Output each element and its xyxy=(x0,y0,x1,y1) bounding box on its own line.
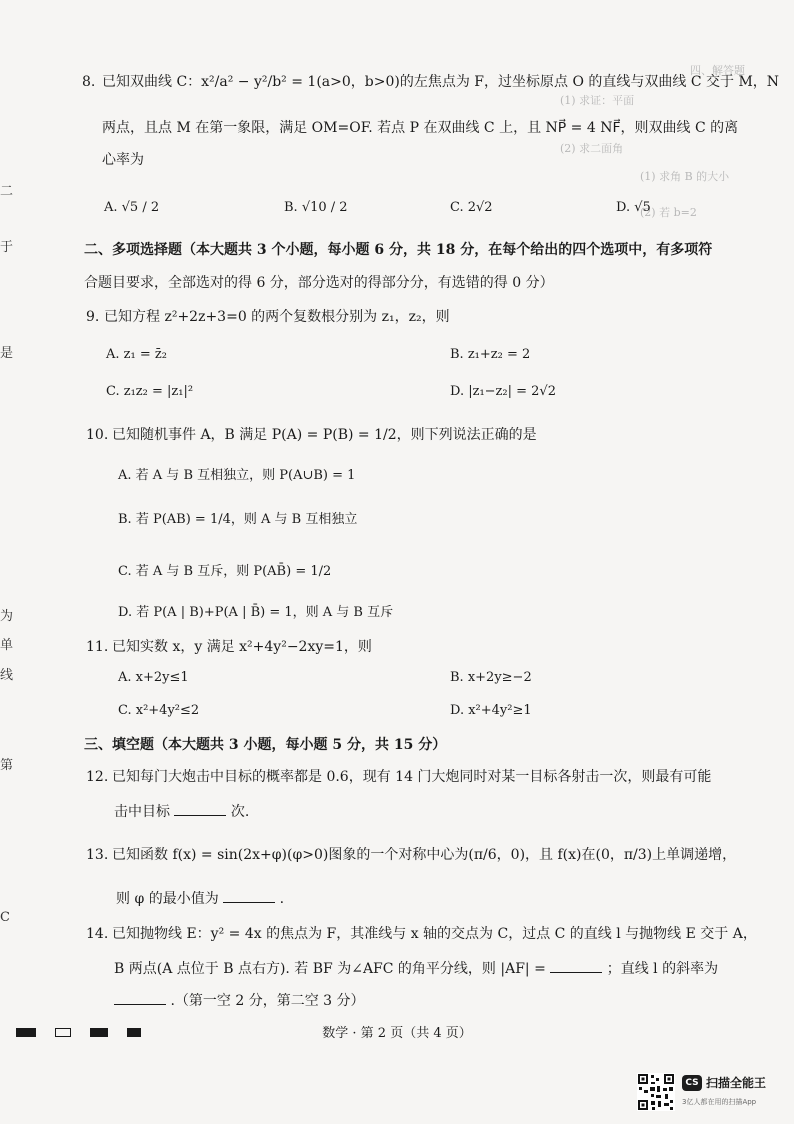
q8-number: 8. xyxy=(82,74,96,90)
q11-option-a: A. x+2y≤1 xyxy=(118,670,189,685)
margin-fragment: C xyxy=(0,910,10,925)
q14-line3-after: .（第一空 2 分，第二空 3 分） xyxy=(170,993,365,1009)
q9-option-d: D. |z₁−z₂| = 2√2 xyxy=(450,384,556,399)
ghost-text: (2) 若 b=2 xyxy=(640,206,697,219)
q14-line2 xyxy=(114,958,718,979)
ghost-text: (2) 求二面角 xyxy=(560,142,624,155)
q8-line1: 已知双曲线 C：x²/a² − y²/b² = 1(a>0，b>0)的左焦点为 F，过坐标原点 O 的直线与双曲线 C 交于 M，N xyxy=(102,74,780,90)
margin-fragment: 二 xyxy=(0,184,14,199)
q13-line2-before: 则 φ 的最小值为 xyxy=(116,891,219,907)
ghost-text: (1) 求角 B 的大小 xyxy=(640,170,730,183)
margin-fragment: 为 xyxy=(0,609,14,624)
q14-line2-before: B 两点(A 点位于 B 点右方). 若 BF 为∠AFC 的角平分线，则 |AF| = xyxy=(114,961,546,977)
q12-line2-before: 击中目标 xyxy=(114,804,170,820)
q8-option-b: B. √10 / 2 xyxy=(284,200,348,215)
q8-line3: 心率为 xyxy=(102,152,144,168)
ghost-text: 四、解答题 xyxy=(690,64,745,77)
q14-answer-blank-1 xyxy=(550,958,602,973)
q8-line2: 两点，且点 M 在第一象限，满足 OM=OF. 若点 P 在双曲线 C 上，且 NP⃗ = 4 NF⃗，则双曲线 C 的离 xyxy=(102,120,739,136)
q11-number: 11. xyxy=(86,639,109,655)
q13-line1: 已知函数 f(x) = sin(2x+φ)(φ>0)图象的一个对称中心为(π/6，0)，且 f(x)在(0，π/3)上单调递增， xyxy=(112,847,737,863)
q9-option-a: A. z₁ = z̄₂ xyxy=(106,347,167,362)
q10-option-b: B. 若 P(AB) = 1/4，则 A 与 B 互相独立 xyxy=(118,512,358,527)
q11-stem: 已知实数 x，y 满足 x²+4y²−2xy=1，则 xyxy=(112,639,372,655)
margin-fragment: 于 xyxy=(0,240,14,255)
q10-option-c: C. 若 A 与 B 互斥，则 P(AB̄) = 1/2 xyxy=(118,564,332,579)
q14-line2-after: ；直线 l 的斜率为 xyxy=(606,961,719,977)
q13-number: 13. xyxy=(86,847,109,863)
q10-option-a: A. 若 A 与 B 互相独立，则 P(A∪B) = 1 xyxy=(118,468,356,483)
q11-option-c: C. x²+4y²≤2 xyxy=(118,703,200,718)
q10-stem: 已知随机事件 A，B 满足 P(A) = P(B) = 1/2，则下列说法正确的是 xyxy=(112,427,537,443)
q12-number: 12. xyxy=(86,769,109,785)
scanner-tagline: 3亿人都在用的扫描App xyxy=(682,1098,757,1106)
section2-title-line2: 合题目要求，全部选对的得 6 分，部分选对的得部分分，有选错的得 0 分） xyxy=(84,275,554,291)
q14-line1: 已知抛物线 E：y² = 4x 的焦点为 F，其准线与 x 轴的交点为 C，过点 C 的直线 l 与抛物线 E 交于 A， xyxy=(112,926,757,942)
q10-option-d: D. 若 P(A | B)+P(A | B̄) = 1，则 A 与 B 互斥 xyxy=(118,605,394,620)
section2-title-line1: 二、多项选择题（本大题共 3 个小题，每小题 6 分，共 18 分，在每个给出的四个选项中，有多项符 xyxy=(84,242,713,258)
q12-line2 xyxy=(114,801,249,822)
q9-stem: 已知方程 z²+2z+3=0 的两个复数根分别为 z₁，z₂，则 xyxy=(104,309,450,325)
q14-number: 14. xyxy=(86,926,109,942)
margin-fragment: 线 xyxy=(0,668,14,683)
scanner-logo-icon: CS xyxy=(682,1075,702,1091)
scanner-app-name: 扫描全能王 xyxy=(706,1076,767,1090)
q13-answer-blank xyxy=(223,888,275,903)
q9-option-c: C. z₁z₂ = |z₁|² xyxy=(106,384,194,399)
section3-title: 三、填空题（本大题共 3 小题，每小题 5 分，共 15 分） xyxy=(84,737,447,753)
margin-fragment: 单 xyxy=(0,638,14,653)
q8-option-c: C. 2√2 xyxy=(450,200,493,215)
q11-option-d: D. x²+4y²≥1 xyxy=(450,703,532,718)
margin-fragment: 第 xyxy=(0,758,14,773)
q14-answer-blank-2 xyxy=(114,990,166,1005)
q12-answer-blank xyxy=(174,801,226,816)
page-footer: 数学 · 第 2 页（共 4 页） xyxy=(322,1026,472,1041)
ghost-text: (1) 求证：平面 xyxy=(560,94,635,107)
q12-line2-after: 次. xyxy=(230,804,250,820)
qr-code-icon xyxy=(637,1073,675,1111)
margin-fragment: 是 xyxy=(0,346,14,361)
q13-line2-after: . xyxy=(279,891,285,907)
q9-option-b: B. z₁+z₂ = 2 xyxy=(450,347,531,362)
q11-option-b: B. x+2y≥−2 xyxy=(450,670,532,685)
q10-number: 10. xyxy=(86,427,109,443)
q8-option-a: A. √5 / 2 xyxy=(104,200,160,215)
q13-line2 xyxy=(116,888,284,909)
q9-number: 9. xyxy=(86,309,100,325)
q12-line1: 已知每门大炮击中目标的概率都是 0.6，现有 14 门大炮同时对某一目标各射击一次，则最有可能 xyxy=(112,769,712,785)
q8-option-d: D. √5 xyxy=(616,200,651,215)
q14-line3 xyxy=(114,990,365,1011)
